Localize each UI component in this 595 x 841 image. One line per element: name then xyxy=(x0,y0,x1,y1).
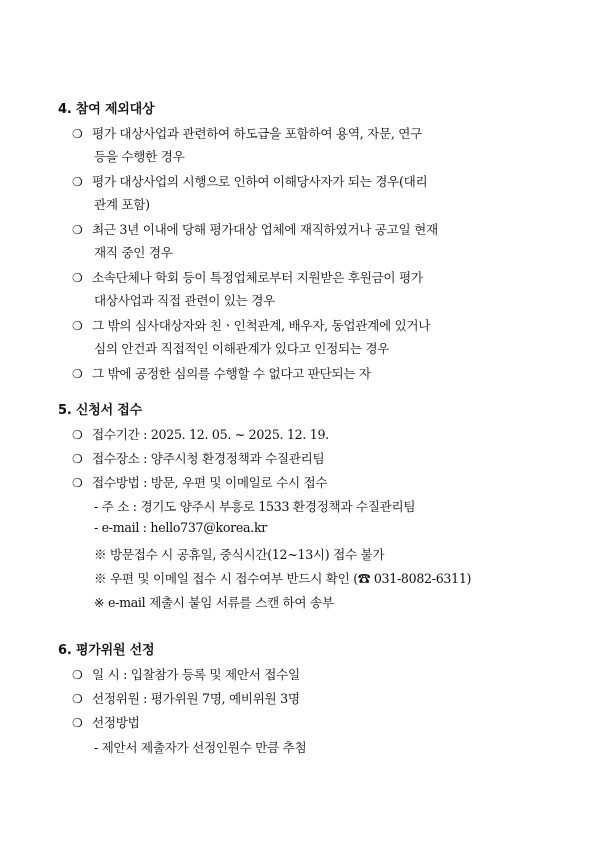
list-item: ❍ 접수장소 : 양주시청 환경정책과 수질관리팀 xyxy=(72,451,325,466)
circle-bullet-icon: ❍ xyxy=(72,668,83,682)
list-item: ❍ 선정위원 : 평가위원 7명, 예비위원 3명 xyxy=(72,691,300,706)
list-item: ❍ 선정방법 xyxy=(72,715,140,730)
note-line: ※ 우편 및 이메일 접수 시 접수여부 반드시 확인 (☎ 031-8082-6311) xyxy=(94,571,472,586)
address-line: - 주 소 : 경기도 양주시 부흥로 1533 환경정책과 수질관리팀 xyxy=(94,499,416,514)
circle-bullet-icon: ❍ xyxy=(72,476,83,490)
section-heading-selection: 6. 평가위원 선정 xyxy=(58,643,155,658)
section-heading-application: 5. 신청서 접수 xyxy=(58,403,143,418)
circle-bullet-icon: ❍ xyxy=(72,175,83,189)
list-item-continuation: 관계 포함) xyxy=(94,197,150,212)
note-line: ※ 방문접수 시 공휴일, 중식시간(12~13시) 접수 불가 xyxy=(94,547,385,562)
list-item: ❍ 접수기간 : 2025. 12. 05. ~ 2025. 12. 19. xyxy=(72,427,329,442)
circle-bullet-icon: ❍ xyxy=(72,127,83,141)
list-item-continuation: 심의 안건과 직접적인 이해관계가 있다고 인정되는 경우 xyxy=(94,341,390,356)
list-item: ❍ 일 시 : 입찰참가 등록 및 제안서 접수일 xyxy=(72,667,300,682)
list-item: ❍ 평가 대상사업의 시행으로 인하여 이해당사자가 되는 경우(대리 xyxy=(72,174,428,189)
circle-bullet-icon: ❍ xyxy=(72,692,83,706)
circle-bullet-icon: ❍ xyxy=(72,319,83,333)
email-line: - e-mail : hello737@korea.kr xyxy=(94,520,268,535)
list-item: ❍ 그 밖에 공정한 심의를 수행할 수 없다고 판단되는 자 xyxy=(72,366,371,381)
list-item: ❍ 접수방법 : 방문, 우편 및 이메일로 수시 접수 xyxy=(72,475,328,490)
circle-bullet-icon: ❍ xyxy=(72,716,83,730)
list-item-continuation: 대상사업과 직접 관련이 있는 경우 xyxy=(94,293,275,308)
list-item: ❍ 그 밖의 심사대상자와 친ㆍ인척관계, 배우자, 동업관계에 있거나 xyxy=(72,318,431,333)
circle-bullet-icon: ❍ xyxy=(72,271,83,285)
circle-bullet-icon: ❍ xyxy=(72,428,83,442)
list-item: ❍ 최근 3년 이내에 당해 평가대상 업체에 재직하였거나 공고일 현재 xyxy=(72,222,438,237)
method-detail-line: - 제안서 제출자가 선정인원수 만큼 추첨 xyxy=(94,740,307,755)
circle-bullet-icon: ❍ xyxy=(72,452,83,466)
list-item: ❍ 소속단체나 학회 등이 특정업체로부터 지원받은 후원금이 평가 xyxy=(72,270,423,285)
circle-bullet-icon: ❍ xyxy=(72,367,83,381)
list-item-continuation: 재직 중인 경우 xyxy=(94,245,173,260)
list-item-continuation: 등을 수행한 경우 xyxy=(94,149,185,164)
circle-bullet-icon: ❍ xyxy=(72,223,83,237)
list-item: ❍ 평가 대상사업과 관련하여 하도급을 포함하여 용역, 자문, 연구 xyxy=(72,126,422,141)
section-heading-exclusions: 4. 참여 제외대상 xyxy=(58,102,155,117)
note-line: ※ e-mail 제출시 붙임 서류를 스캔 하여 송부 xyxy=(94,595,334,610)
